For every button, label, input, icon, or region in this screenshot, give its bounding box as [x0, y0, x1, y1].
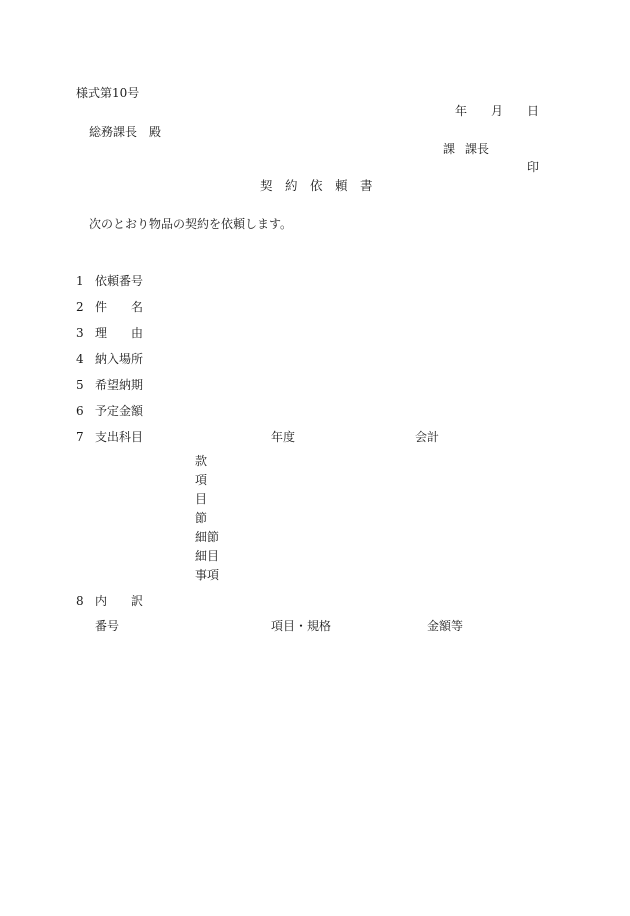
- budget-category: 細目: [195, 549, 220, 563]
- sender-section-label: 課: [443, 142, 456, 156]
- date-year-label: 年: [455, 104, 468, 118]
- item-number: 7: [76, 430, 84, 444]
- addressee: 総務課長 殿: [89, 125, 162, 139]
- column-header-item-spec: 項目・規格: [271, 619, 332, 633]
- item-label-breakdown: 内 訳: [95, 594, 144, 608]
- item-number: 6: [76, 404, 84, 418]
- date-day-label: 日: [527, 104, 540, 118]
- intro-text: 次のとおり物品の契約を依頼します。: [89, 217, 293, 231]
- budget-category: 細節: [195, 530, 220, 544]
- item-number: 4: [76, 352, 84, 366]
- item-number: 8: [76, 594, 84, 608]
- item-number: 1: [76, 274, 84, 288]
- budget-category: 事項: [195, 568, 220, 582]
- form-number: 様式第10号: [76, 86, 140, 100]
- document-title: 契 約 依 頼 書: [260, 178, 373, 193]
- item-label-expense-account: 支出科目: [95, 430, 144, 444]
- budget-category: 節: [195, 511, 208, 525]
- item-label-subject: 件 名: [95, 300, 144, 314]
- item-label-delivery-place: 納入場所: [95, 352, 144, 366]
- sender-title-label: 課長: [465, 142, 490, 156]
- budget-category: 項: [195, 473, 208, 487]
- seal-label: 印: [527, 160, 540, 174]
- column-header-amount: 金額等: [427, 619, 464, 633]
- item-label-reason: 理 由: [95, 326, 144, 340]
- item-label-estimated-amount: 予定金額: [95, 404, 144, 418]
- item-number: 2: [76, 300, 84, 314]
- item-label-request-number: 依頼番号: [95, 274, 144, 288]
- account-label: 会計: [415, 430, 440, 444]
- budget-category: 目: [195, 492, 208, 506]
- budget-category: 款: [195, 454, 208, 468]
- date-month-label: 月: [491, 104, 504, 118]
- item-number: 3: [76, 326, 84, 340]
- item-number: 5: [76, 378, 84, 392]
- column-header-number: 番号: [95, 619, 120, 633]
- fiscal-year-label: 年度: [271, 430, 296, 444]
- item-label-desired-delivery: 希望納期: [95, 378, 144, 392]
